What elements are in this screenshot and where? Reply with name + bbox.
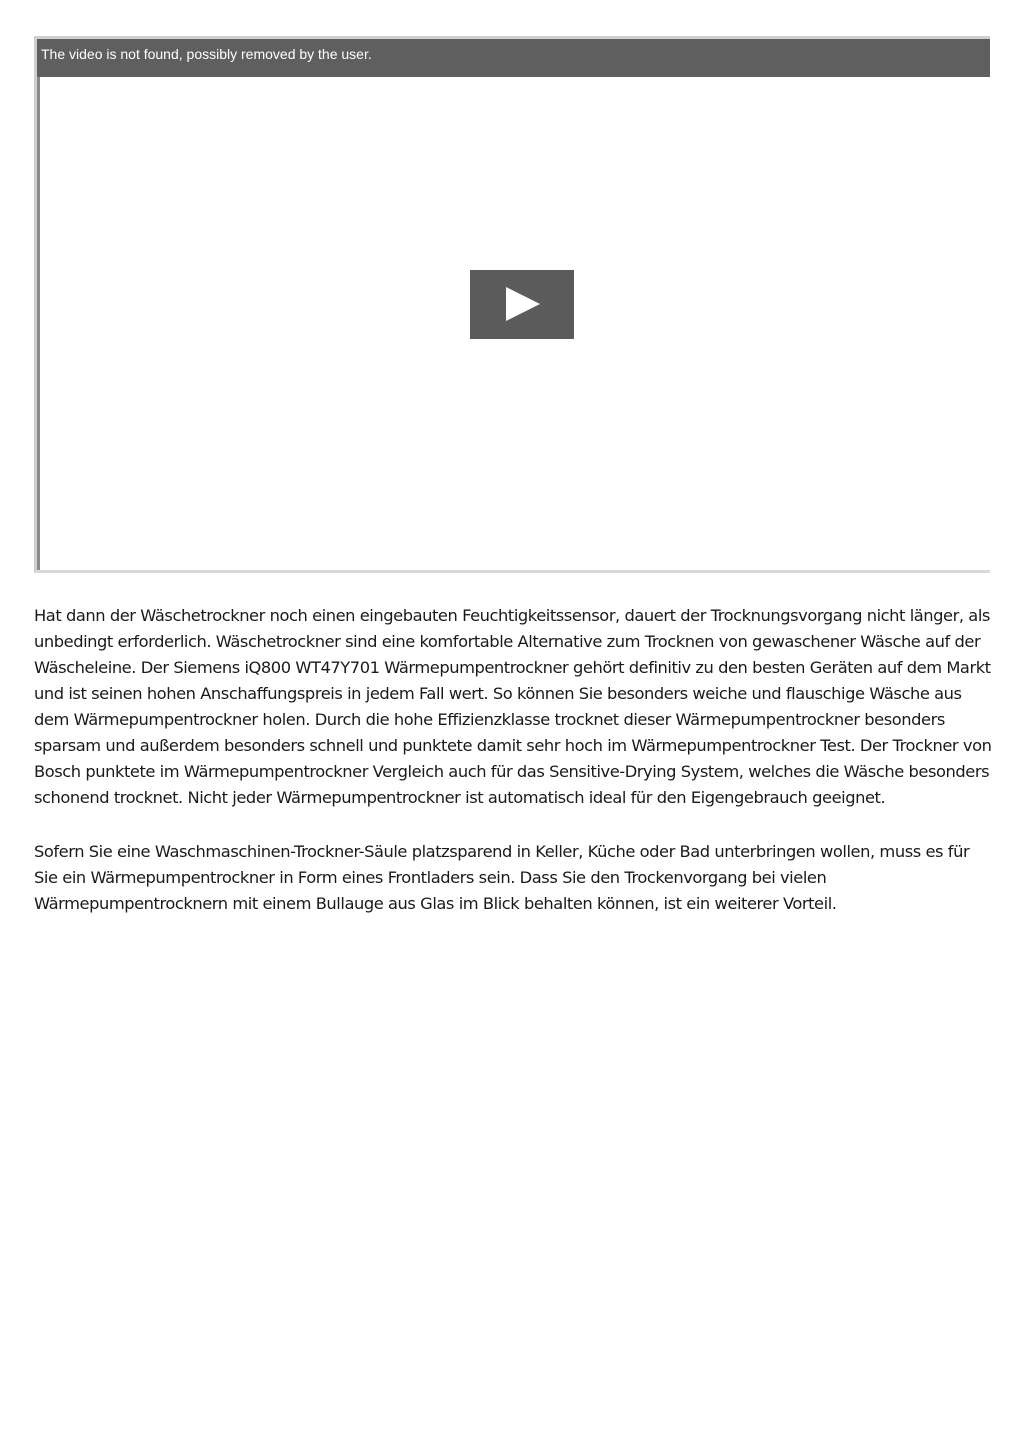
article-paragraph: Sofern Sie eine Waschmaschinen-Trockner-Säule platzsparend in Keller, Küche oder Bad unterbringen wollen, muss es für Sie ein Wärmepumpentrockner in Form eines Frontladers sein. Dass Sie den Trockenvorgang bei vielen Wärmepumpentrocknern mit einem Bullauge aus Glas im Blick behalten können, ist ein weiterer Vorteil. — [34, 842, 970, 913]
article-body — [34, 603, 992, 945]
video-error-message: The video is not found, possibly removed by the user. — [37, 39, 990, 77]
video-embed — [34, 36, 990, 573]
play-button[interactable] — [470, 270, 574, 339]
article-paragraph: Hat dann der Wäschetrockner noch einen eingebauten Feuchtigkeitssensor, dauert der Trocknungsvorgang nicht länger, als unbedingt erforderlich. Wäschetrockner sind eine komfortable Alternative zum Trocknen von gewaschener Wäsche auf der Wäscheleine. Der Siemens iQ800 WT47Y701 Wärmepumpentrockner gehört definitiv zu den besten Geräten auf dem Markt und ist seinen hohen Anschaffungspreis in jedem Fall wert. So können Sie besonders weiche und flauschige Wäsche aus dem Wärmepumpentrockner holen. Durch die hohe Effizienzklasse trocknet dieser Wärmepumpentrockner besonders sparsam und außerdem besonders schnell und punktete damit sehr hoch im Wärmepumpentrockner Test. Der Trockner von Bosch punktete im Wärmepumpentrockner Vergleich auch für das Sensitive-Drying System, welches die Wäsche besonders schonend trocknet. Nicht jeder Wärmepumpentrockner ist automatisch ideal für den Eigengebrauch geeignet. — [34, 606, 992, 807]
video-player-area[interactable] — [37, 77, 990, 570]
play-icon — [506, 287, 540, 321]
